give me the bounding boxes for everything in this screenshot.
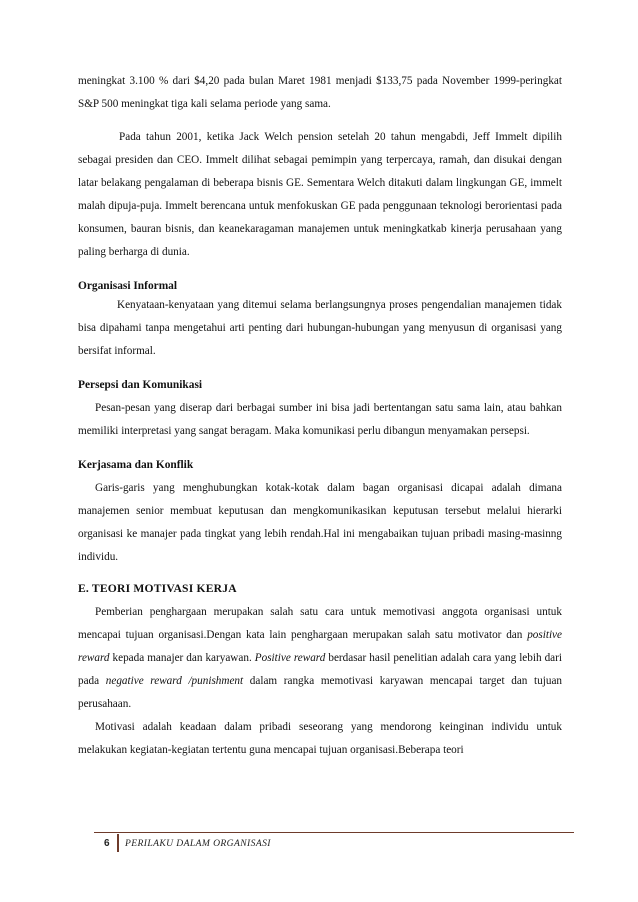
footer-divider [117,834,119,852]
paragraph-intro: meningkat 3.100 % dari $4,20 pada bulan Maret 1981 menjadi $133,75 pada November 1999-peringkat S&P 500 meningkat tiga kali selama periode yang sama. [78,75,562,110]
paragraph-organisasi-informal: Kenyataan-kenyataan yang ditemui selama berlangsungnya proses pengendalian manajemen tidak bisa dipahami tanpa mengetahui arti penting dari hubungan-hubungan yang menyusun di organisasi yang bersifat informal. [78,299,562,357]
footer-title: PERILAKU DALAM ORGANISASI [125,838,271,849]
paragraph-teori-motivasi-1 [78,601,562,716]
paragraph-immelt: Pada tahun 2001, ketika Jack Welch pension setelah 20 tahun mengabdi, Jeff Immelt dipilih sebagai presiden dan CEO. Immelt dilihat sebagai pemimpin yang terpercaya, ramah, dan disukai dengan latar belakang pengalaman di beberapa bisnis GE. Sementara Welch ditakuti dalam lingkungan GE, immelt malah dipuja-puja. Immelt berencana untuk menfokuskan GE pada penggunaan teknologi berorientasi pada konsumen, bauran bisnis, dan keanekaragaman manajemen untuk meningkatkab kinerja perusahaan yang paling berharga di dunia. [78,131,562,258]
heading-kerjasama-konflik: Kerjasama dan Konflik [78,459,194,471]
page-number: 6 [104,838,110,849]
page-footer [94,832,574,854]
paragraph-persepsi-komunikasi: Pesan-pesan yang diserap dari berbagai sumber ini bisa jadi bertentangan satu sama lain, atau bahkan memiliki interpretasi yang sangat beragam. Maka komunikasi perlu dibangun menyamakan persepsi. [78,402,562,437]
footer-rule [94,832,574,833]
paragraph-kerjasama-konflik: Garis-garis yang menghubungkan kotak-kotak dalam bagan organisasi dicapai adalah dimana manajemen senior membuat keputusan dan mengkomunikasikan keputusan tersebut melalui hierarki organisasi ke manajer pada tingkat yang lebih rendah.Hal ini mengabaikan tujuan pribadi masing-masinng individu. [78,482,562,563]
emphasis-positive-reward: positive reward [78,629,562,664]
emphasis-negative-reward: negative reward /punishment [105,675,244,687]
heading-persepsi-komunikasi: Persepsi dan Komunikasi [78,379,203,391]
text-segment: berdasar hasil penelitian adalah cara yang lebih dari pada [78,652,562,687]
text-segment: Pemberian penghargaan merupakan salah satu cara untuk memotivasi anggota organisasi untuk mencapai tujuan organisasi.Dengan kata lain penghargaan merupakan salah satu motivator dan [78,606,562,641]
heading-teori-motivasi: E. TEORI MOTIVASI KERJA [78,582,237,595]
paragraph-teori-motivasi-2: Motivasi adalah keadaan dalam pribadi seseorang yang mendorong keinginan individu untuk melakukan kegiatan-kegiatan tertentu guna mencapai tujuan organisasi.Beberapa teori [78,721,562,756]
text-segment: dalam rangka memotivasi karyawan mencapai target dan tujuan perusahaan. [78,675,562,710]
document-body [78,70,562,762]
heading-organisasi-informal: Organisasi Informal [78,280,178,292]
emphasis-positive-reward-2: Positive reward [254,652,326,664]
text-segment: kepada manajer dan karyawan. [109,652,255,664]
